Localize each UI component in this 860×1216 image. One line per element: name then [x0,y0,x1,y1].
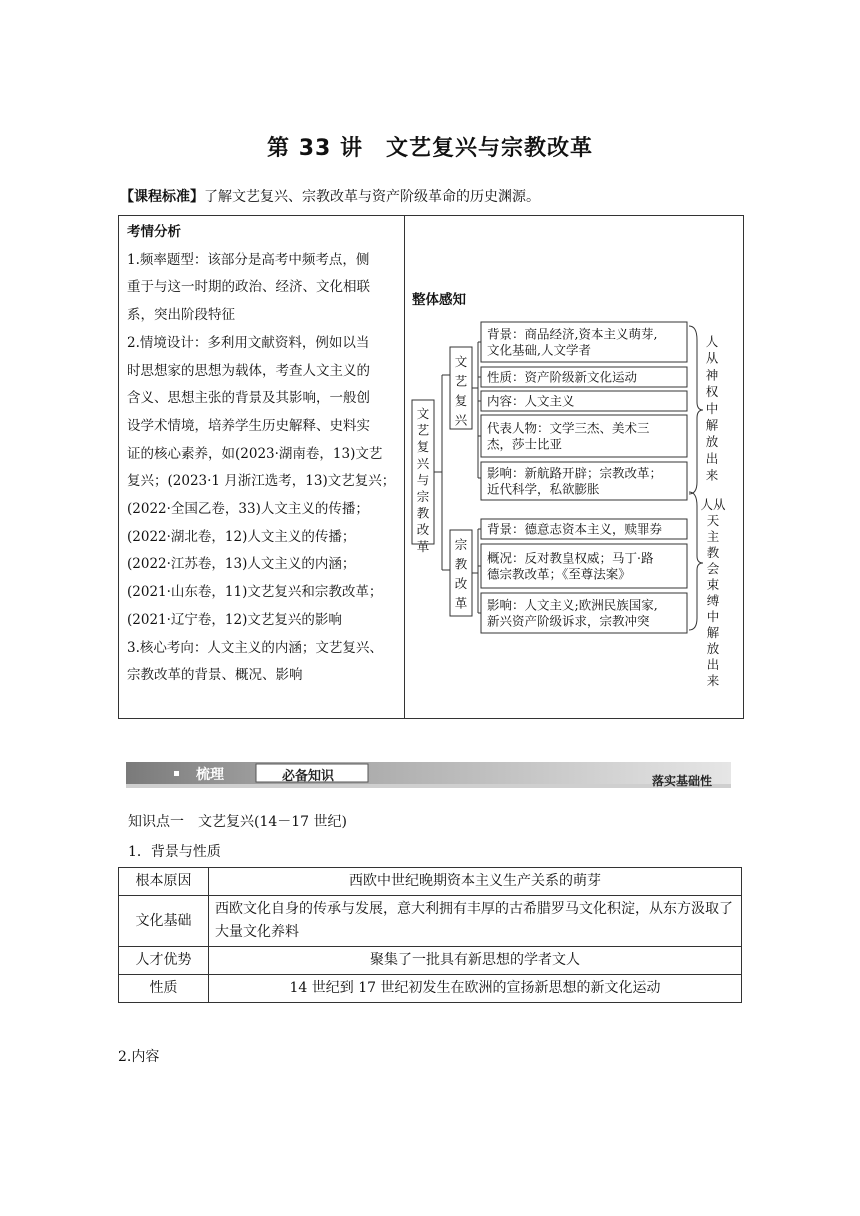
mindmap-item-b: 背景：德意志资本主义，赎罪券 [487,521,663,537]
brace-b [689,492,703,630]
side-label-a: 权 [705,384,719,400]
brace-a [689,326,703,494]
table-row [119,896,742,947]
analysis-line: (2021·山东卷，11)文艺复兴和宗教改革； [127,584,383,601]
branch-b-label: 教 [454,556,468,572]
course-standard-text: 了解文艺复兴、宗教改革与资产阶级革命的历史渊源。 [204,189,540,205]
table-value: 聚集了一批具有新思想的学者文人 [209,947,742,975]
table-key: 性质 [119,975,209,1003]
mindmap-root-label: 文 [416,406,430,421]
analysis-line: 设学术情境，培养学生历史解释、史料实 [127,417,370,434]
side-label-a: 神 [705,367,719,383]
analysis-line: (2021·辽宁卷，12)文艺复兴的影响 [127,611,342,628]
table-value: 西欧文化自身的传承与发展，意大利拥有丰厚的古希腊罗马文化积淀，从东方汲取了大量文化养料 [209,896,742,947]
analysis-line: (2022·江苏卷，13)人文主义的内涵； [127,556,356,573]
mindmap-item-a: 影响：新航路开辟；宗教改革； [487,465,663,481]
branch-b-label: 革 [454,595,468,611]
course-standard-label: 【课程标准】 [120,189,204,205]
branch-a-label: 文 [454,354,468,369]
side-label-b: 解 [706,625,720,640]
mindmap-root-label: 与 [416,472,430,488]
branch-b-connector [472,529,481,613]
branch-a-label: 艺 [454,373,468,389]
section-heading: 1．背景与性质 [128,844,221,860]
side-label-b: 束 [706,577,720,592]
knowledge-point: 知识点一 文艺复兴(14－17 世纪) [128,814,348,830]
analysis-line: 含义、思想主张的背景及其影响，一般创 [127,390,370,407]
branch-a-label: 兴 [454,412,468,428]
branch-a-connector [472,342,481,478]
mindmap-item-a: 文化基础,人文学者 [487,342,591,358]
mindmap-item-a: 背景：商品经济,资本主义萌芽, [487,326,658,342]
mindmap-item-b: 影响：人文主义;欧洲民族国家, [487,597,658,613]
table-key: 文化基础 [119,896,209,947]
side-label-b: 天 [706,513,720,528]
analysis-line: 复兴；(2023·1 月浙江选考，13)文艺复兴； [127,473,396,490]
banner-tag: 梳理 [196,767,224,783]
mindmap-heading: 整体感知 [412,292,466,308]
mindmap-item-a: 近代科学，私欲膨胀 [487,481,600,497]
analysis-heading: 考情分析 [127,224,181,240]
mindmap-root-label: 革 [416,538,430,554]
side-label-a: 放 [705,434,719,450]
analysis-line: 证的核心素养，如(2023·湖南卷，13)文艺 [127,445,383,462]
mindmap-item-a: 内容：人文主义 [487,393,575,409]
mindmap-root-label: 教 [416,505,430,521]
section-heading: 2.内容 [118,1049,160,1065]
analysis-line: 1.频率题型：该部分是高考中频考点，侧 [127,251,370,268]
side-label-a: 中 [705,400,719,416]
mindmap-item-b: 概况：反对教皇权威；马丁·路 [487,550,654,566]
mindmap-item-b: 德宗教改革；《至尊法案》 [487,566,631,582]
side-label-b: 主 [706,529,720,544]
table-row [119,975,742,1003]
root-connector [434,375,450,570]
analysis-line: 3.核心考向：人文主义的内涵；文艺复兴、 [127,639,383,656]
analysis-line: (2022·湖北卷，12)人文主义的传播； [127,528,356,545]
table-key: 人才优势 [119,947,209,975]
side-label-b: 出 [706,657,720,672]
mindmap-item-a: 性质：资产阶级新文化运动 [487,369,638,385]
mindmap-root-label: 宗 [416,489,430,504]
analysis-line: 2.情境设计：多利用文献资料，例如以当 [127,334,370,351]
mindmap-root-label: 改 [416,522,430,538]
table-row [119,947,742,975]
page-title: 第 33 讲 文艺复兴与宗教改革 [267,136,593,161]
branch-b-label: 宗 [454,537,468,552]
side-label-b: 会 [706,561,720,576]
mindmap-item-a: 代表人物：文学三杰、美术三 [487,420,650,436]
analysis-line: 系，突出阶段特征 [127,307,235,324]
mindmap-root-label: 兴 [416,455,430,471]
mindmap-root-label: 复 [416,439,430,455]
mindmap-item-a: 杰，莎士比亚 [487,436,563,452]
mindmap-root-label: 艺 [416,422,430,438]
analysis-line: 宗教改革的背景、概况、影响 [127,667,303,684]
table-row [119,868,742,896]
side-label-b: 缚 [706,593,720,608]
side-label-a: 解 [705,417,719,433]
analysis-line: (2022·全国乙卷，33)人文主义的传播； [127,501,369,518]
side-label-a: 出 [705,450,719,466]
branch-a-label: 复 [454,393,468,408]
analysis-line: 重于与这一时期的政治、经济、文化相联 [127,279,370,296]
mindmap-item-b: 新兴资产阶级诉求，宗教冲突 [487,613,650,629]
banner-right: 落实基础性 [652,774,713,788]
side-label-a: 从 [705,350,719,366]
side-label-b: 人从 [700,497,726,512]
side-label-a: 人 [705,334,719,349]
side-label-b: 放 [706,641,720,656]
banner-label: 必备知识 [282,769,335,784]
branch-b-label: 改 [454,576,468,591]
analysis-line: 时思想家的思想为载体，考查人文主义的 [127,362,370,379]
table-value: 14 世纪到 17 世纪初发生在欧洲的宣扬新思想的新文化运动 [209,975,742,1003]
side-label-b: 中 [706,609,720,624]
table-value: 西欧中世纪晚期资本主义生产关系的萌芽 [209,868,742,896]
side-label-b: 来 [706,673,720,688]
table-key: 根本原因 [119,868,209,896]
side-label-b: 教 [706,545,720,560]
side-label-a: 来 [705,467,719,483]
background-table [118,867,742,1003]
